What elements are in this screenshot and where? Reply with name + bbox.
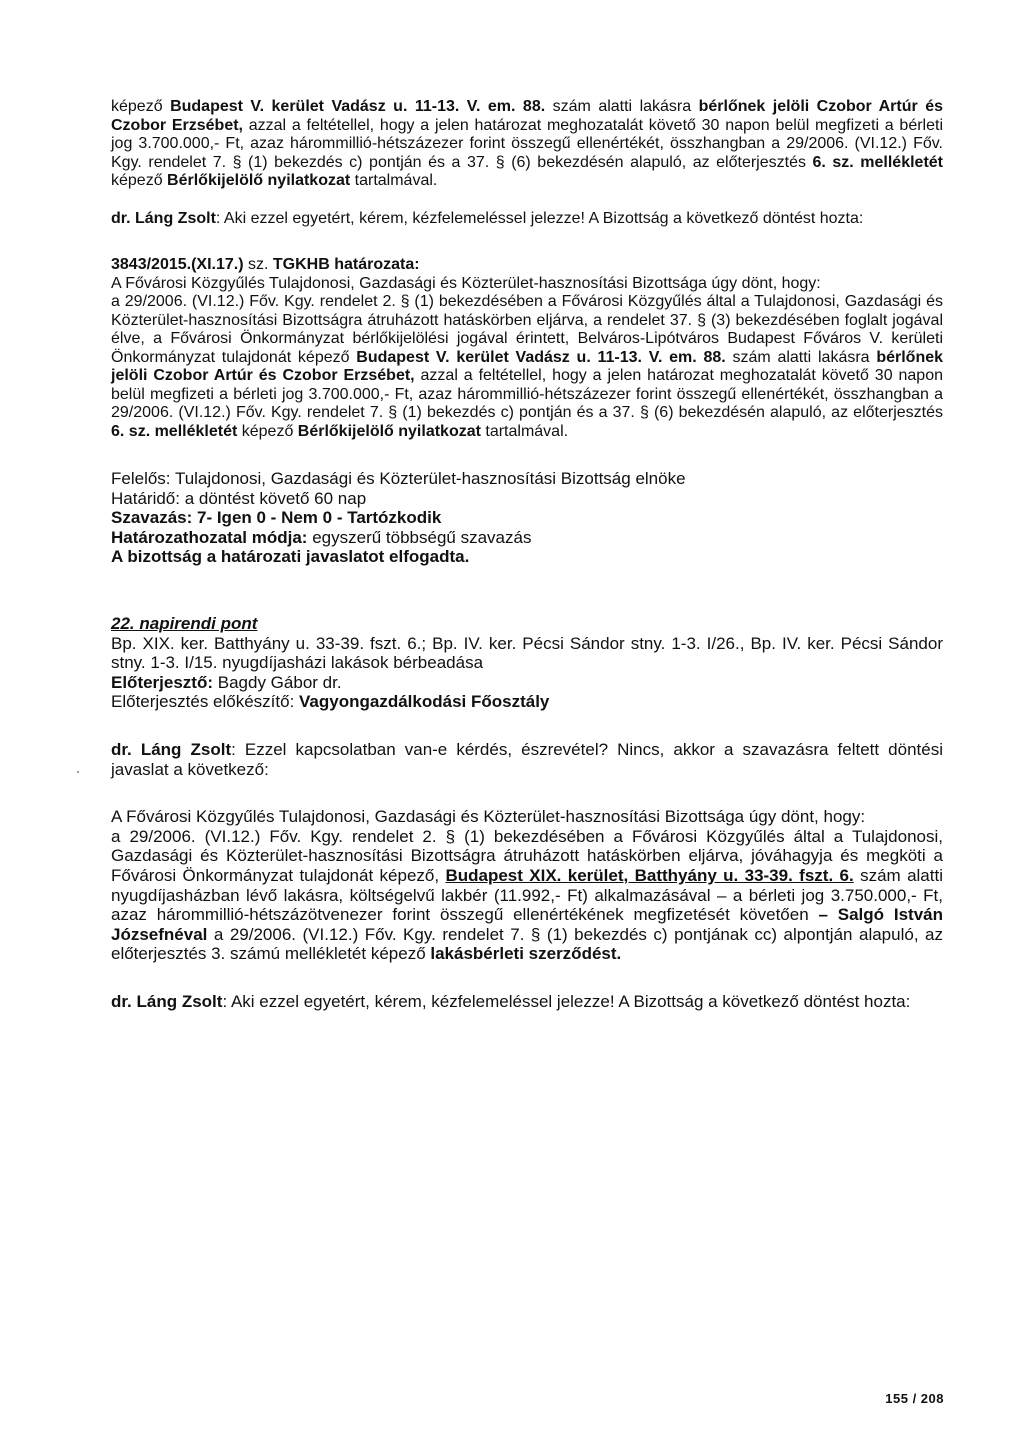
speech-text: : Aki ezzel egyetért, kérem, kézfelemeléssel jelezze! A Bizottság a következő döntést hozta: [222, 991, 911, 1011]
decision-intro: A Fővárosi Közgyűlés Tulajdonosi, Gazdasági és Közterület-hasznosítási Bizottsága úgy dönt, hogy: [111, 274, 821, 292]
method-line [111, 528, 943, 548]
text-run: tartalmával. [480, 422, 569, 440]
preparer-value: Vagyongazdálkodási Főosztály [299, 692, 550, 712]
speaker-paragraph [111, 740, 943, 779]
text-run: sz. [243, 256, 273, 273]
text-run: képező [111, 172, 168, 189]
presenter-line [111, 673, 943, 693]
method-value: egyszerű többségű szavazás [307, 527, 532, 547]
decision-body [111, 293, 943, 441]
page-content [111, 98, 943, 1011]
annex-text: 6. sz. mellékletét [812, 153, 943, 171]
deadline-line: Határidő: a döntést követő 60 nap [111, 488, 367, 508]
responsible-line: Felelős: Tulajdonosi, Gazdasági és Közterület-hasznosítási Bizottság elnöke [111, 469, 686, 488]
speaker-name: dr. Láng Zsolt [111, 209, 216, 227]
continuation-paragraph [111, 98, 943, 191]
presenter-label: Előterjesztő: [111, 672, 214, 692]
address-text: Budapest V. kerület Vadász u. 11-13. V. em. 88. [170, 98, 546, 115]
proposal-intro: A Fővárosi Közgyűlés Tulajdonosi, Gazdasági és Közterület-hasznosítási Bizottsága úgy dönt, hogy: [111, 807, 866, 827]
text-run: képező [237, 422, 298, 440]
text-run: szám alatti lakásra [545, 98, 699, 115]
text-run: tartalmával. [350, 172, 438, 189]
speaker-paragraph [111, 992, 943, 1012]
address-text: Budapest V. kerület Vadász u. 11-13. V. em. 88. [356, 348, 726, 366]
result-line: A bizottság a határozati javaslatot elfogadta. [111, 547, 470, 567]
proposal-body [111, 827, 943, 964]
speech-text: : Ezzel kapcsolatban van-e kérdés, észrevétel? Nincs, akkor a szavazásra feltett döntési javaslat a következő: [111, 739, 943, 779]
text-run: a 29/2006. (VI.12.) Főv. Kgy. rendelet 2. § (1) bekezdésében a Fővárosi Közgyűlés által a Tulajdonosi, Gazdasági és Közterület-hasznosítási Bizottságra átruházott hatáskörben eljárva, jóváhagyja és megköti a Fővárosi Önkormányzat tulajdonát képező, [111, 826, 943, 885]
agenda-subject: Bp. XIX. ker. Batthyány u. 33-39. fszt. 6.; Bp. IV. ker. Pécsi Sándor stny. 1-3. I/26., Bp. IV. ker. Pécsi Sándor stny. 1-3. I/15. nyugdíjasházi lakások bérbeadása [111, 633, 943, 673]
speaker-name: dr. Láng Zsolt [111, 991, 223, 1011]
page-number: 155 / 208 [885, 1391, 944, 1406]
text-run: szám alatti nyugdíjasházban lévő lakásra, költségelvű lakbér (11.992,- Ft) alkalmazásával – a bérleti jog 3.750.000,- Ft, azaz hárommillió-hétszázötvenezer forint összegű ellenértékének megfizetését követően [111, 865, 943, 925]
decision-label: TGKHB határozata: [272, 256, 420, 273]
property-address: Budapest XIX. kerület, Batthyány u. 33-39. fszt. 6. [445, 865, 854, 885]
declaration-text: Bérlőkijelölő nyilatkozat [167, 172, 351, 189]
text-run: képező [111, 98, 171, 115]
speaker-name: dr. Láng Zsolt [111, 739, 232, 759]
vote-line: Szavazás: 7- Igen 0 - Nem 0 - Tartózkodik [111, 508, 442, 528]
decision-header [111, 256, 943, 275]
method-label: Határozathozatal módja: [111, 527, 308, 547]
agenda-heading: 22. napirendi pont [111, 613, 258, 633]
scan-speck [77, 771, 79, 773]
speaker-paragraph [111, 210, 943, 229]
tenant-text: bérlőnek jelöli Czobor Artúr és Czobor Erzsébet, [111, 98, 943, 134]
decision-number: 3843/2015.(XI.17.) [111, 256, 244, 273]
preparer-line [111, 692, 943, 712]
text-run: azzal a feltétellel, hogy a jelen határozat meghozatalát követő 30 napon belül megfizeti a bérleti jog 3.700.000,- Ft, azaz hárommillió-hétszázezer forint összegű ellenértékét, összhangban a 29/2006. (VI.12.) Főv. Kgy. rendelet 7. § (1) bekezdés c) pontján és a 37. § (6) bekezdésén alapuló, az előterjesztés [111, 367, 943, 421]
speech-text: : Aki ezzel egyetért, kérem, kézfelemeléssel jelezze! A Bizottság a következő döntést hozta: [215, 209, 864, 227]
text-run: a 29/2006. (VI.12.) Főv. Kgy. rendelet 2. § (1) bekezdésében a Fővárosi Közgyűlés által a Tulajdonosi, Gazdasági és Közterület-hasznosítási Bizottságra átruházott hatáskörben eljárva, a rendelet 37. § (3) bekezdésében foglalt jogával élve, a Fővárosi Önkormányzat bérlőkijelölési jogával érintett, Belváros-Lipótváros Budapest Főváros V. kerületi Önkormányzat tulajdonát képező [111, 293, 943, 366]
declaration-text: Bérlőkijelölő nyilatkozat [297, 422, 481, 440]
text-run: a 29/2006. (VI.12.) Főv. Kgy. rendelet 7. § (1) bekezdés c) pontjának cc) alpontján alapuló, az előterjesztés 3. számú mellékletét képező [111, 924, 943, 964]
contract-text: lakásbérleti szerződést. [430, 944, 622, 964]
preparer-label: Előterjesztés előkészítő: [111, 692, 300, 712]
tenant-text: bérlőnek jelöli Czobor Artúr és Czobor Erzsébet, [111, 348, 944, 384]
tenant-text: – Salgó István Józsefnéval [111, 905, 943, 944]
text-run: azzal a feltétellel, hogy a jelen határozat meghozatalát követő 30 napon belül megfizeti a bérleti jog 3.700.000,- Ft, azaz hárommillió-hétszázezer forint összegű ellenértékét, összhangban a 29/2006. (VI.12.) Főv. Kgy. rendelet 7. § (1) bekezdés c) pontján és a 37. § (6) bekezdésén alapuló, az előterjesztés [111, 116, 943, 171]
annex-text: 6. sz. mellékletét [111, 422, 238, 440]
presenter-value: Bagdy Gábor dr. [213, 672, 342, 692]
text-run: szám alatti lakásra [725, 348, 877, 366]
